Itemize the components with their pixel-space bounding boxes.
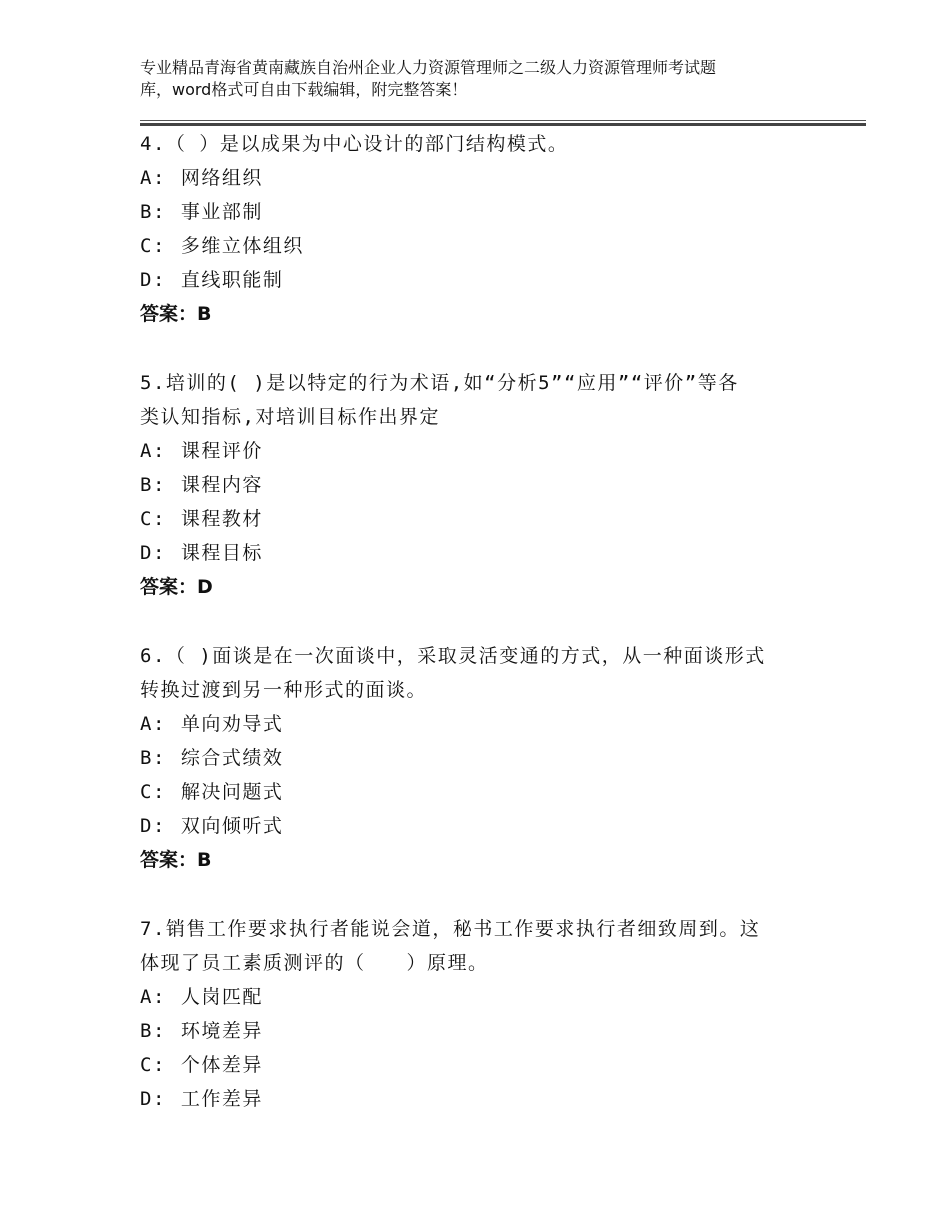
option-c (140, 1048, 830, 1082)
option-text: 直线职能制 (180, 269, 284, 291)
option-key: B: (140, 1020, 166, 1042)
option-key: B: (140, 747, 166, 769)
option-a (140, 707, 830, 741)
option-key: C: (140, 235, 166, 257)
option-text: 解决问题式 (180, 781, 284, 803)
question-text-continued: 类认知指标,对培训目标作出界定 (140, 406, 440, 428)
header-divider-thick (140, 123, 866, 126)
option-key: C: (140, 508, 166, 530)
option-text: 多维立体组织 (180, 235, 304, 257)
option-key: D: (140, 1088, 166, 1110)
answer-line: 答案：B (140, 849, 212, 871)
option-b (140, 468, 830, 502)
option-text: 综合式绩效 (180, 747, 284, 769)
option-b (140, 741, 830, 775)
option-text: 工作差异 (180, 1088, 263, 1110)
question-text: 4.（ ）是以成果为中心设计的部门结构模式。 (140, 133, 569, 155)
question-4 (140, 127, 830, 331)
option-c (140, 775, 830, 809)
option-d (140, 536, 830, 570)
option-c (140, 229, 830, 263)
option-key: B: (140, 474, 166, 496)
option-text: 课程内容 (180, 474, 263, 496)
option-text: 事业部制 (180, 201, 263, 223)
option-key: A: (140, 440, 166, 462)
option-text: 环境差异 (180, 1020, 263, 1042)
option-key: A: (140, 167, 166, 189)
question-text: 7.销售工作要求执行者能说会道，秘书工作要求执行者细致周到。这 (140, 918, 761, 940)
option-text: 个体差异 (180, 1054, 263, 1076)
option-d (140, 809, 830, 843)
option-text: 课程评价 (180, 440, 263, 462)
question-5 (140, 366, 830, 604)
option-key: D: (140, 815, 166, 837)
option-text: 双向倾听式 (180, 815, 284, 837)
header-title-line-1: 专业精品青海省黄南藏族自治州企业人力资源管理师之二级人力资源管理师考试题 (140, 58, 717, 77)
question-text-continued: 转换过渡到另一种形式的面谈。 (140, 679, 428, 701)
option-key: D: (140, 269, 166, 291)
question-text-continued: 体现了员工素质测评的（ ）原理。 (140, 952, 489, 974)
option-d (140, 263, 830, 297)
option-b (140, 195, 830, 229)
option-a (140, 980, 830, 1014)
option-key: A: (140, 713, 166, 735)
option-c (140, 502, 830, 536)
answer-line: 答案：D (140, 576, 213, 598)
option-text: 单向劝导式 (180, 713, 284, 735)
option-a (140, 161, 830, 195)
question-6 (140, 639, 830, 877)
document-header (140, 57, 830, 101)
option-d (140, 1082, 830, 1116)
question-text: 5.培训的( )是以特定的行为术语,如“分析5”“应用”“评价”等各 (140, 372, 739, 394)
option-key: B: (140, 201, 166, 223)
option-text: 网络组织 (180, 167, 263, 189)
option-key: A: (140, 986, 166, 1008)
header-title-line-2: 库，word格式可自由下载编辑，附完整答案！ (140, 80, 468, 99)
option-text: 课程教材 (180, 508, 263, 530)
option-key: C: (140, 781, 166, 803)
question-text: 6.（ )面谈是在一次面谈中，采取灵活变通的方式，从一种面谈形式 (140, 645, 766, 667)
option-b (140, 1014, 830, 1048)
option-a (140, 434, 830, 468)
option-key: C: (140, 1054, 166, 1076)
option-text: 课程目标 (180, 542, 263, 564)
question-7 (140, 912, 830, 1116)
header-divider-thin (140, 120, 866, 121)
answer-line: 答案：B (140, 303, 212, 325)
option-key: D: (140, 542, 166, 564)
option-text: 人岗匹配 (180, 986, 263, 1008)
